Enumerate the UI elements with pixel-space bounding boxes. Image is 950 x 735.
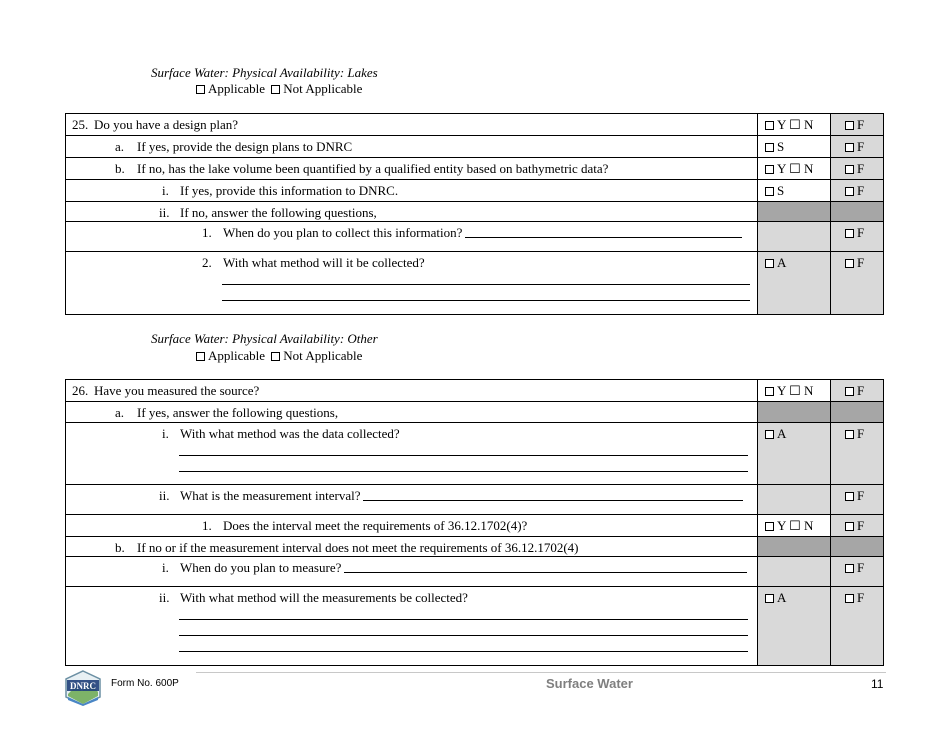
f-label: F — [857, 518, 865, 533]
a-label: A — [777, 426, 787, 441]
s-label: S — [777, 139, 785, 154]
question-number: 26. — [72, 383, 89, 398]
section-title-other: Surface Water: Physical Availability: Other — [151, 331, 378, 346]
applicable-checkbox[interactable] — [196, 352, 205, 361]
answer-line[interactable] — [179, 455, 748, 456]
f-label: F — [857, 255, 865, 270]
table-row — [66, 380, 884, 402]
not-applicable-label: Not Applicable — [283, 81, 363, 96]
answer-line[interactable] — [179, 619, 748, 620]
yes-checkbox[interactable] — [765, 165, 774, 174]
table-row — [66, 515, 884, 537]
answer-line[interactable] — [179, 651, 748, 652]
a-label: A — [777, 590, 787, 605]
table-row — [66, 537, 884, 557]
yes-no-label: Y ☐ N — [777, 518, 814, 533]
f-checkbox[interactable] — [845, 492, 854, 501]
f-checkbox[interactable] — [845, 229, 854, 238]
yes-no-label: Y ☐ N — [777, 161, 814, 176]
question-text: With what method will the measurements be collected? — [180, 590, 468, 605]
f-checkbox[interactable] — [845, 387, 854, 396]
answer-line[interactable] — [222, 284, 750, 285]
applicable-label: Applicable — [208, 348, 266, 363]
f-label: F — [857, 383, 865, 398]
a-checkbox[interactable] — [765, 430, 774, 439]
not-applicable-checkbox[interactable] — [271, 352, 280, 361]
f-label: F — [857, 117, 865, 132]
f-checkbox[interactable] — [845, 564, 854, 573]
s-checkbox[interactable] — [765, 143, 774, 152]
not-applicable-checkbox[interactable] — [271, 85, 280, 94]
table-row — [66, 557, 884, 587]
not-applicable-label: Not Applicable — [283, 348, 363, 363]
question-number: ii. — [159, 488, 170, 503]
section-title-lakes: Surface Water: Physical Availability: Lakes — [151, 65, 378, 80]
answer-line[interactable] — [363, 488, 743, 501]
answer-line[interactable] — [222, 300, 750, 301]
question-text: With what method was the data collected? — [180, 426, 400, 441]
question-text: If yes, provide this information to DNRC. — [180, 183, 399, 198]
yes-checkbox[interactable] — [765, 522, 774, 531]
question-number: 2. — [202, 255, 212, 270]
question-text: If no, has the lake volume been quantified by a qualified entity based on bathymetric data? — [137, 161, 609, 176]
f-checkbox[interactable] — [845, 165, 854, 174]
question-text: If yes, provide the design plans to DNRC — [137, 139, 353, 154]
table-row — [66, 423, 884, 485]
question-text: What is the measurement interval? — [180, 488, 361, 503]
applicable-label: Applicable — [208, 81, 266, 96]
table-row — [66, 114, 884, 136]
yes-checkbox[interactable] — [765, 121, 774, 130]
table-row — [66, 202, 884, 222]
f-label: F — [857, 488, 865, 503]
yes-no-label: Y ☐ N — [777, 117, 814, 132]
f-label: F — [857, 161, 865, 176]
yes-checkbox[interactable] — [765, 387, 774, 396]
question-text: Does the interval meet the requirements of 36.12.1702(4)? — [223, 518, 528, 533]
question-text: If yes, answer the following questions, — [137, 405, 339, 420]
form-number: Form No. 600P — [111, 678, 179, 689]
table-row — [66, 222, 884, 252]
a-checkbox[interactable] — [765, 259, 774, 268]
a-label: A — [777, 255, 787, 270]
question-number: 1. — [202, 225, 212, 240]
question-number: a. — [115, 405, 125, 420]
answer-line[interactable] — [344, 560, 747, 573]
table-row — [66, 180, 884, 202]
question-text: With what method will it be collected? — [223, 255, 425, 270]
applicability-lakes — [196, 81, 362, 97]
f-label: F — [857, 560, 865, 575]
answer-line[interactable] — [179, 635, 748, 636]
page-number: 11 — [871, 677, 884, 691]
dnrc-logo — [64, 670, 102, 706]
table-row — [66, 587, 884, 666]
logo-text: DNRC — [70, 681, 96, 691]
footer-divider — [196, 672, 886, 673]
table-row — [66, 158, 884, 180]
answer-line[interactable] — [465, 225, 742, 238]
applicability-other — [196, 348, 362, 364]
f-checkbox[interactable] — [845, 143, 854, 152]
question-number: 1. — [202, 518, 212, 533]
question-text: If no or if the measurement interval does not meet the requirements of 36.12.1702(4) — [137, 540, 579, 555]
applicable-checkbox[interactable] — [196, 85, 205, 94]
question-text: Do you have a design plan? — [94, 117, 239, 132]
f-label: F — [857, 225, 865, 240]
question-text: If no, answer the following questions, — [180, 205, 377, 220]
question-number: b. — [115, 540, 125, 555]
question-number: i. — [162, 560, 169, 575]
lakes-question-table — [65, 113, 884, 315]
table-row — [66, 136, 884, 158]
question-text: When do you plan to measure? — [180, 560, 342, 575]
question-number: b. — [115, 161, 125, 176]
question-number: ii. — [159, 205, 170, 220]
table-row — [66, 252, 884, 315]
question-number: 25. — [72, 117, 89, 132]
other-question-table — [65, 379, 884, 666]
question-number: i. — [162, 183, 169, 198]
question-number: a. — [115, 139, 125, 154]
question-text: When do you plan to collect this information? — [223, 225, 463, 240]
yes-no-label: Y ☐ N — [777, 383, 814, 398]
question-text: Have you measured the source? — [94, 383, 260, 398]
f-label: F — [857, 426, 865, 441]
f-checkbox[interactable] — [845, 187, 854, 196]
s-checkbox[interactable] — [765, 187, 774, 196]
table-row — [66, 402, 884, 423]
answer-line[interactable] — [179, 471, 748, 472]
footer-title: Surface Water — [546, 676, 633, 691]
f-checkbox[interactable] — [845, 522, 854, 531]
a-checkbox[interactable] — [765, 594, 774, 603]
f-checkbox[interactable] — [845, 121, 854, 130]
question-number: ii. — [159, 590, 170, 605]
s-label: S — [777, 183, 785, 198]
question-number: i. — [162, 426, 169, 441]
f-label: F — [857, 590, 865, 605]
f-checkbox[interactable] — [845, 259, 854, 268]
f-label: F — [857, 139, 865, 154]
f-label: F — [857, 183, 865, 198]
table-row — [66, 485, 884, 515]
f-checkbox[interactable] — [845, 430, 854, 439]
f-checkbox[interactable] — [845, 594, 854, 603]
